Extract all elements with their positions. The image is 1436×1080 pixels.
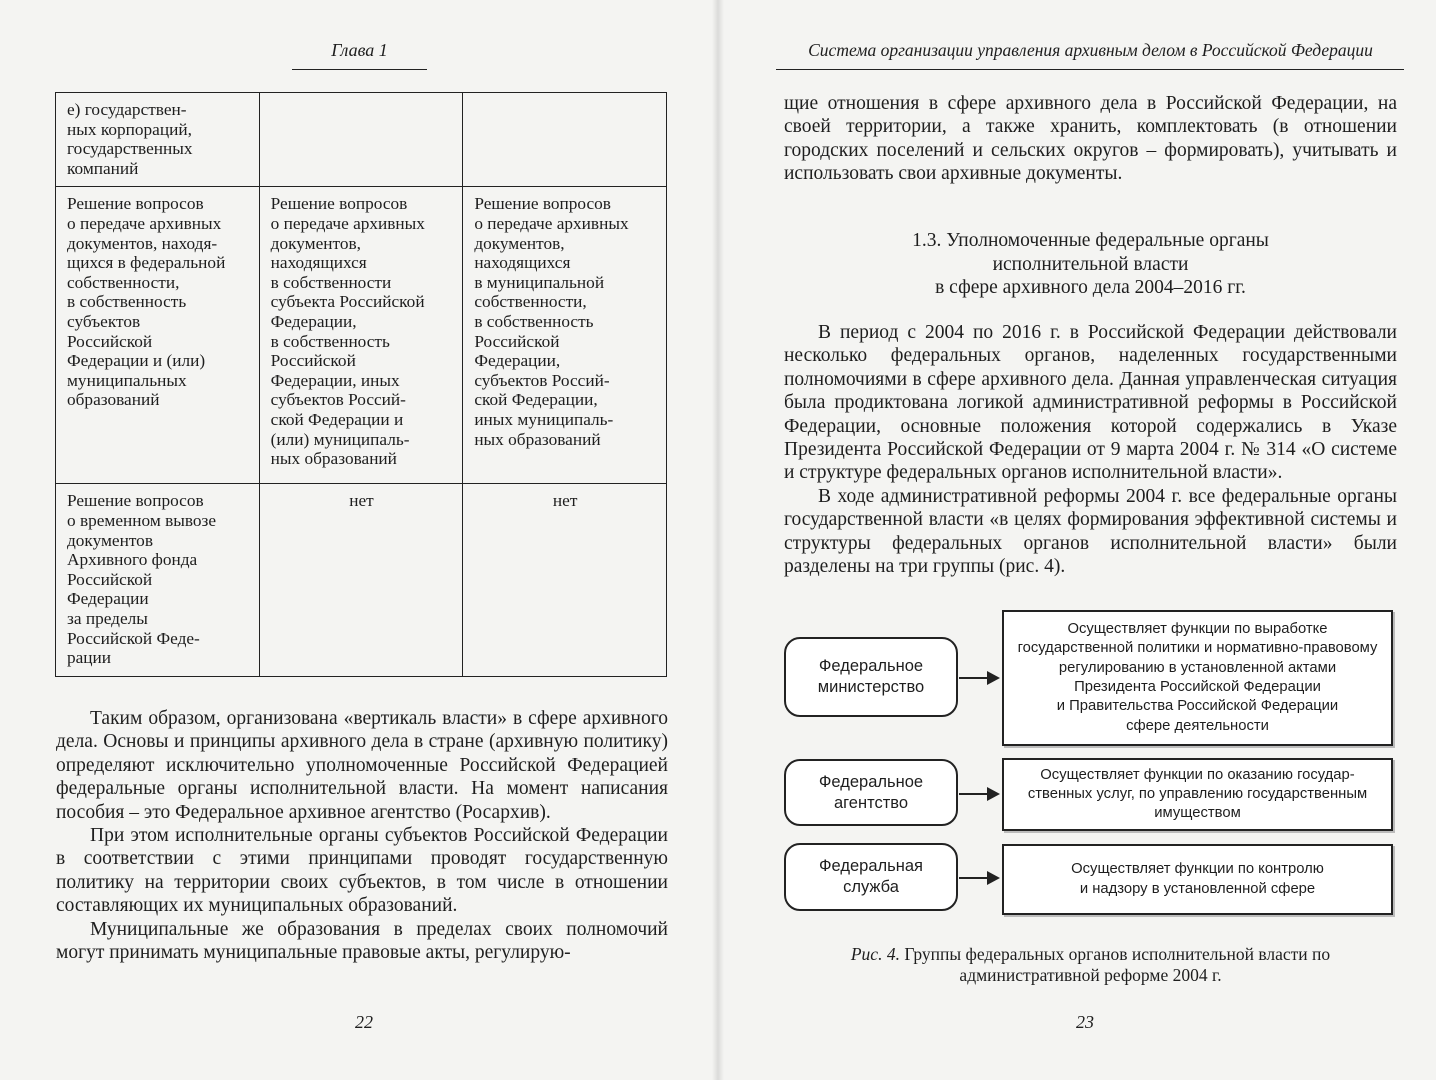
text-line: Федеральное — [818, 657, 924, 675]
table-cell — [56, 93, 260, 187]
box-text — [819, 772, 923, 814]
text-line: за пределы — [67, 608, 148, 628]
text-line: Решение вопросов — [67, 491, 204, 511]
arrow-icon — [959, 677, 996, 679]
text-line: ных корпораций, — [67, 119, 192, 139]
table-cell — [463, 93, 667, 187]
text-line: ных образований — [474, 429, 601, 449]
text-line: в собственности — [270, 272, 392, 292]
text-line: ской Федерации и — [270, 409, 404, 429]
text-line: сфере деятельности — [1126, 717, 1269, 734]
paragraph: В ходе административной реформы 2004 г. все федеральные органы государственной власти «в целях формирования эффективной системы и структуры федеральных органов исполнительной власти» были разделены на три группы (рис. 4). — [784, 485, 1397, 578]
text-line: Федеральная — [819, 857, 923, 875]
cell-text — [67, 100, 249, 178]
diagram-desc-service — [1002, 844, 1393, 915]
text-line: Федерации — [67, 589, 149, 609]
box-text — [1018, 620, 1378, 736]
table-cell — [463, 187, 667, 484]
table-cell — [56, 187, 260, 484]
table-cell — [259, 187, 463, 484]
text-line: (или) муниципаль- — [270, 429, 410, 449]
box-text — [1028, 766, 1367, 824]
text-line: в муниципальной — [474, 272, 605, 292]
text-line: Осуществляет функции по контролю — [1071, 861, 1324, 878]
diagram-desc-agency — [1002, 758, 1393, 831]
text-line: о передаче архивных — [270, 213, 425, 233]
text-line: муниципальных — [67, 370, 187, 390]
text-line: нет — [349, 491, 374, 511]
text-line: имуществом — [1154, 805, 1241, 822]
cell-text — [67, 491, 249, 667]
text-line: компаний — [67, 158, 139, 178]
cell-text — [474, 194, 656, 449]
text-line: Федерации и (или) — [67, 351, 206, 371]
table-row — [56, 93, 667, 187]
caption-prefix: Рис. 4. — [850, 944, 900, 964]
text-line: е) государствен- — [67, 100, 187, 119]
text-line: Решение вопросов — [474, 194, 611, 214]
running-head-left: Глава 1 — [331, 40, 388, 60]
cell-text — [67, 194, 249, 410]
text-line: субъектов — [67, 311, 141, 331]
text-line: нет — [552, 491, 578, 511]
text-line: иных муниципаль- — [474, 409, 614, 429]
page-number-right: 23 — [1076, 1012, 1094, 1032]
text-line: государственных — [67, 139, 193, 159]
text-line: Российской — [67, 569, 153, 589]
running-head-rule — [292, 69, 427, 70]
text-line: 1.3. Уполномоченные федеральные органы — [912, 230, 1269, 251]
text-line: субъекта Российской — [270, 292, 425, 312]
text-line: регулированию в установленной актами — [1058, 659, 1337, 676]
text-line: документов — [67, 530, 153, 550]
text-line: Российской Феде- — [67, 628, 200, 648]
diagram-desc-ministry — [1002, 610, 1393, 746]
text-line: ственных услуг, по управлению государственным — [1027, 785, 1368, 802]
box-text — [1071, 860, 1324, 899]
text-line: Российской — [474, 331, 560, 351]
text-line: и Правительства Российской Федерации — [1056, 698, 1339, 715]
text-line: о временном вывозе — [67, 510, 217, 530]
text-line: в собственность — [270, 331, 390, 351]
text-line: Федеральное — [818, 772, 924, 791]
text-line: ской Федерации, — [474, 390, 598, 410]
text-line: и надзору в установленной сфере — [1079, 880, 1316, 897]
text-line: в собственность — [67, 292, 187, 312]
box-text — [818, 656, 924, 698]
text-line: Федерации, иных — [270, 370, 400, 390]
text-line: собственности, — [67, 272, 180, 292]
cell-text — [271, 491, 453, 511]
powers-table — [55, 92, 667, 677]
federal-bodies-diagram — [718, 0, 1436, 1080]
text-line: Президента Российской Федерации — [1074, 679, 1321, 695]
text-line: субъектов Россий- — [270, 390, 406, 410]
text-line: государственной политики и нормативно-правовому — [1017, 640, 1378, 657]
arrow-icon — [959, 793, 996, 795]
paragraph: При этом исполнительные органы субъектов Российской Федерации в соответствии с этими принципами проводят государственную политику на территории своих субъектов, в том числе в отношении составляющих их муниципальных образований. — [56, 825, 668, 917]
text-line: Осуществляет функции по выработке — [1067, 621, 1328, 638]
text-line: служба — [843, 878, 899, 896]
text-line: находящихся — [474, 253, 571, 273]
text-line: о передаче архивных — [67, 213, 222, 233]
diagram-label-agency — [784, 759, 958, 826]
text-line: щихся в федеральной — [67, 253, 226, 273]
figure-caption — [784, 944, 1397, 985]
table-cell — [259, 93, 463, 187]
cell-text — [271, 194, 453, 468]
text-line: агентство — [833, 793, 909, 812]
caption-text: Группы федеральных органов исполнительной власти по административной реформе 2004 г. — [899, 944, 1331, 985]
diagram-label-ministry — [784, 637, 958, 717]
running-head-right: Система организации управления архивным делом в Российской Федерации — [808, 40, 1373, 60]
paragraph: щие отношения в сфере архивного дела в Российской Федерации, на своей территории, а также хранить, комплектовать (в отношении городских поселений и сельских округов – формировать), учитывать и использовать свои архивные документы. — [784, 93, 1397, 185]
right-page — [718, 0, 1436, 1080]
text-line: образований — [67, 390, 160, 410]
text-line: Архивного фонда — [67, 550, 198, 570]
paragraph: Таким образом, организована «вертикаль власти» в сфере архивного дела. Основы и принципы архивного дела в стране (архивную политику) определяют исключительно уполномоченные Российской Федерацией федеральные органы исполнительной власти. На момент написания пособия – это Федеральное архивное агентство (Росархив). — [56, 708, 668, 823]
left-body-text — [56, 707, 668, 964]
text-line: в сфере архивного дела 2004–2016 гг. — [935, 277, 1246, 299]
arrow-icon — [959, 877, 996, 879]
text-line: Федерации, — [270, 311, 357, 331]
text-line: собственности, — [474, 292, 587, 312]
text-line: Осуществляет функции по оказанию государ- — [1040, 766, 1355, 783]
text-line: рации — [67, 648, 112, 668]
text-line: находящихся — [270, 253, 367, 273]
text-line: о передаче архивных — [474, 213, 629, 233]
text-line: документов, — [474, 233, 565, 253]
text-line: исполнительной власти — [992, 253, 1189, 275]
text-line: документов, — [270, 233, 361, 253]
text-line: Российской — [270, 351, 356, 371]
table-cell — [56, 484, 260, 676]
text-line: ных образований — [270, 449, 397, 469]
text-line: Российской — [67, 331, 153, 351]
text-line: Решение вопросов — [67, 194, 204, 214]
paragraph: В период с 2004 по 2016 г. в Российской Федерации действовали несколько федеральных органов, наделенных государственными полномочиями в сфере архивного дела. Данная управленческая ситуация была продиктована логикой административной реформы в Российской Федерации, основные положения которой содержались в Указе Президента Российской Федерации от 9 марта 2004 г. № 314 «О системе и структуре федеральных органов исполнительной власти». — [784, 322, 1397, 484]
text-line: Федерации, — [474, 351, 561, 371]
text-line: Решение вопросов — [270, 194, 408, 214]
text-line: министерство — [817, 678, 925, 696]
table-row — [56, 484, 667, 676]
cell-text — [474, 491, 656, 511]
table-row — [56, 187, 667, 484]
box-text — [819, 856, 923, 898]
table-cell — [259, 484, 463, 676]
page-number-left: 22 — [355, 1012, 373, 1032]
text-line: документов, находя- — [67, 233, 218, 253]
text-line: в собственность — [474, 311, 594, 331]
paragraph: Муниципальные же образования в пределах своих полномочий могут принимать муниципальные правовые акты, регулирую- — [56, 918, 668, 964]
text-line: субъектов Россий- — [474, 370, 610, 390]
diagram-label-service — [784, 843, 958, 911]
table-cell — [463, 484, 667, 676]
